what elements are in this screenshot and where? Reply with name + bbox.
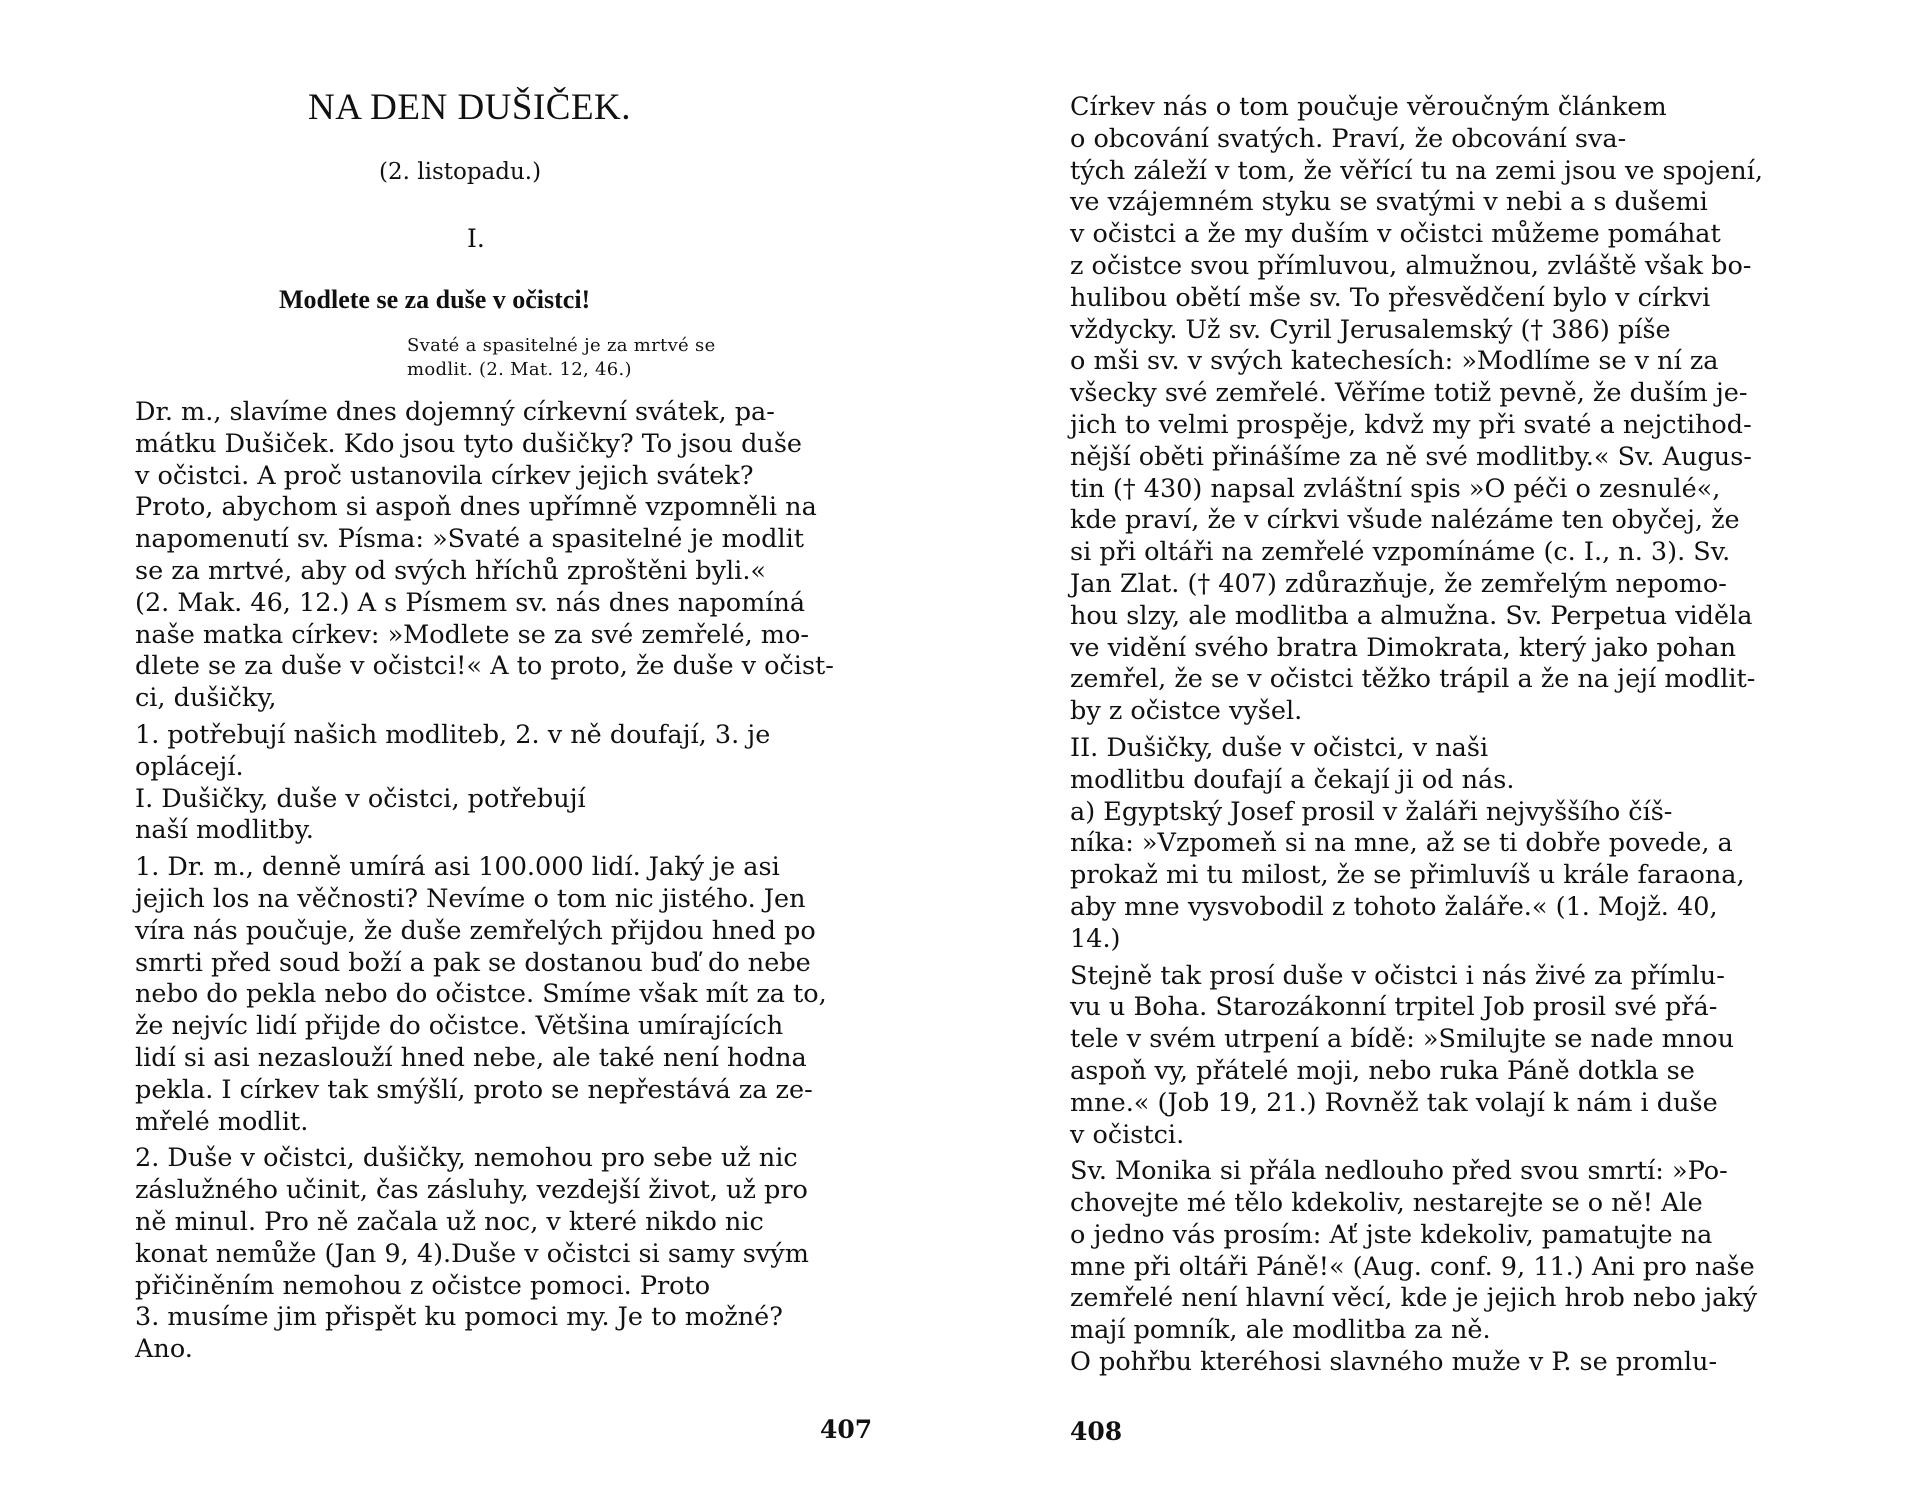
text-line: by z očistce vyšel.: [1070, 696, 1303, 727]
text-line: mají pomník, ale modlitba za ně.: [1070, 1315, 1491, 1346]
text-line: že nejvíc lidí přijde do očistce. Většina umírajících: [135, 1011, 784, 1042]
text-line: konat nemůže (Jan 9, 4).Duše v očistci si samy svým: [135, 1238, 809, 1269]
text-line: nebo do pekla nebo do očistce. Smíme však mít za to,: [135, 979, 827, 1010]
motto-line: modlit. (2. Mat. 12, 46.): [407, 359, 632, 380]
text-line: si při oltáři na zemřelé vzpomínáme (c. I., n. 3). Sv.: [1070, 537, 1731, 568]
sermon-heading: Modlete se za duše v očistci!: [279, 285, 591, 314]
text-line: přičiněním nemohou z očistce pomoci. Proto: [135, 1270, 711, 1301]
page-number: 408: [1070, 1417, 1123, 1446]
text-line: 3. musíme jim přispět ku pomoci my. Je to možné?: [135, 1302, 783, 1333]
text-line: smrti před soud boží a pak se dostanou buď do nebe: [135, 947, 811, 978]
motto: [407, 334, 716, 382]
text-line: o mši sv. v svých katechesích: »Modlíme se v ní za: [1070, 346, 1719, 377]
text-line: Dr. m., slavíme dnes dojemný církevní svátek, pa-: [135, 397, 775, 427]
text-line: chovejte mé tělo kdekoliv, nestarejte se o ně! Ale: [1070, 1188, 1703, 1219]
text-line: Proto, abychom si aspoň dnes upřímně vzpomněli na: [135, 492, 817, 523]
text-line: hulibou obětí mše sv. To přesvědčení bylo v církvi: [1070, 282, 1711, 313]
text-line: Církev nás o tom poučuje věroučným článkem: [1070, 92, 1667, 122]
text-line: se za mrtvé, aby od svých hříchů zproštěni byli.«: [135, 555, 767, 586]
left-body-text: [135, 397, 834, 1366]
text-line: 1. Dr. m., denně umírá asi 100.000 lidí. Jaký je asi: [135, 852, 780, 883]
text-line: 1. potřebují našich modliteb, 2. v ně doufají, 3. je: [135, 719, 771, 750]
text-line: lidí si asi nezaslouží hned nebe, ale také není hodna: [135, 1042, 807, 1073]
text-line: jich to velmi prospěje, kdvž my při svaté a nejctihod-: [1070, 409, 1752, 440]
text-line: mátku Dušiček. Kdo jsou tyto dušičky? To jsou duše: [135, 428, 803, 459]
text-line: oplácejí.: [135, 751, 244, 782]
chapter-subtitle: (2. listopadu.): [379, 159, 542, 185]
text-line: ve vzájemném styku se svatými v nebi a s dušemi: [1070, 187, 1708, 218]
chapter-title: NA DEN DUŠIČEK.: [308, 87, 632, 128]
text-line: z očistce svou přímluvou, almužnou, zvláště však bo-: [1070, 250, 1752, 281]
text-line: II. Dušičky, duše v očistci, v naši: [1070, 732, 1489, 763]
text-line: napomenutí sv. Písma: »Svaté a spasitelné je modlit: [135, 524, 805, 555]
text-line: víra nás poučuje, že duše zemřelých přijdou hned po: [135, 915, 816, 946]
text-line: mřelé modlit.: [135, 1106, 309, 1137]
text-line: O pohřbu kteréhosi slavného muže v P. se promlu-: [1070, 1347, 1718, 1378]
text-line: v očistci.: [1070, 1119, 1185, 1150]
text-line: a) Egyptský Josef prosil v žaláři nejvyššího číš-: [1070, 796, 1673, 827]
text-line: hou slzy, ale modlitba a almužna. Sv. Perpetua viděla: [1070, 600, 1753, 631]
text-line: (2. Mak. 46, 12.) A s Písmem sv. nás dnes napomíná: [135, 587, 806, 618]
left-page: [0, 0, 873, 1500]
text-line: 2. Duše v očistci, dušičky, nemohou pro sebe už nic: [135, 1143, 798, 1174]
text-line: níka: »Vzpomeň si na mne, až se ti dobře povede, a: [1070, 828, 1733, 859]
text-line: vu u Boha. Starozákonní trpitel Job prosil své přá-: [1070, 992, 1718, 1023]
text-line: zemřelé není hlavní věcí, kde je jejich hrob nebo jaký: [1070, 1283, 1758, 1314]
text-line: tele v svém utrpení a bídě: »Smilujte se nade mnou: [1070, 1024, 1735, 1055]
text-line: aby mne vysvobodil z tohoto žaláře.« (1. Mojž. 40,: [1070, 891, 1718, 922]
text-line: o jedno vás prosím: Ať jste kdekoliv, pamatujte na: [1070, 1219, 1713, 1250]
text-line: tin († 430) napsal zvláštní spis »O péči o zesnulé«,: [1070, 473, 1721, 504]
text-line: záslužného učinit, čas zásluhy, vezdejší život, už pro: [135, 1175, 808, 1206]
text-line: modlitbu doufají a čekají ji od nás.: [1070, 764, 1515, 795]
text-line: naše matka církev: »Modlete se za své zemřelé, mo-: [135, 619, 809, 650]
text-line: prokaž mi tu milost, že se přimluvíš u krále faraona,: [1070, 860, 1745, 891]
text-line: jejich los na věčnosti? Nevíme o tom nic jistého. Jen: [135, 883, 806, 914]
text-line: mne.« (Job 19, 21.) Rovněž tak volají k nám i duše: [1070, 1087, 1718, 1118]
text-line: Ano.: [135, 1334, 193, 1365]
right-body-text: [1070, 92, 1763, 1379]
text-line: Sv. Monika si přála nedlouho před svou smrtí: »Po-: [1070, 1156, 1728, 1187]
text-line: nější oběti přinášíme za ně své modlitby.« Sv. Augus-: [1070, 441, 1752, 472]
text-line: tých záleží v tom, že věřící tu na zemi jsou ve spojení,: [1070, 155, 1763, 186]
text-line: Stejně tak prosí duše v očistci i nás živé za přímlu-: [1070, 960, 1725, 991]
text-line: v očistci. A proč ustanovila církev jejich svátek?: [135, 460, 754, 491]
text-line: ně minul. Pro ně začala už noc, v které nikdo nic: [135, 1206, 764, 1237]
text-line: pekla. I církev tak smýšlí, proto se nepřestává za ze-: [135, 1074, 813, 1105]
text-line: ci, dušičky,: [135, 683, 277, 714]
text-line: všecky své zemřelé. Věříme totiž pevně, že duším je-: [1070, 378, 1748, 409]
text-line: naší modlitby.: [135, 815, 314, 846]
text-line: Jan Zlat. († 407) zdůrazňuje, že zemřelým nepomo-: [1070, 568, 1727, 599]
text-line: zemřel, že se v očistci těžko trápil a že na její modlit-: [1070, 664, 1756, 695]
text-line: 14.): [1070, 923, 1121, 954]
page-number: 407: [820, 1415, 873, 1444]
text-line: dlete se za duše v očistci!« A to proto, že duše v očist-: [135, 651, 834, 682]
text-line: o obcování svatých. Praví, že obcování sva-: [1070, 123, 1627, 154]
text-line: aspoň vy, přátelé moji, nebo ruka Páně dotkla se: [1070, 1055, 1695, 1086]
text-line: I. Dušičky, duše v očistci, potřebují: [135, 783, 586, 814]
text-line: vždycky. Už sv. Cyril Jerusalemský († 386) píše: [1070, 314, 1671, 345]
text-line: mne při oltáři Páně!« (Aug. conf. 9, 11.) Ani pro naše: [1070, 1251, 1755, 1282]
motto-line: Svaté a spasitelné je za mrtvé se: [407, 335, 716, 356]
section-number: I.: [467, 224, 485, 253]
right-page: [1040, 0, 1800, 1500]
text-line: kde praví, že v církvi všude nalézáme ten obyčej, že: [1070, 505, 1740, 536]
text-line: v očistci a že my duším v očistci můžeme pomáhat: [1070, 219, 1721, 250]
text-line: ve vidění svého bratra Dimokrata, který jako pohan: [1070, 632, 1737, 663]
